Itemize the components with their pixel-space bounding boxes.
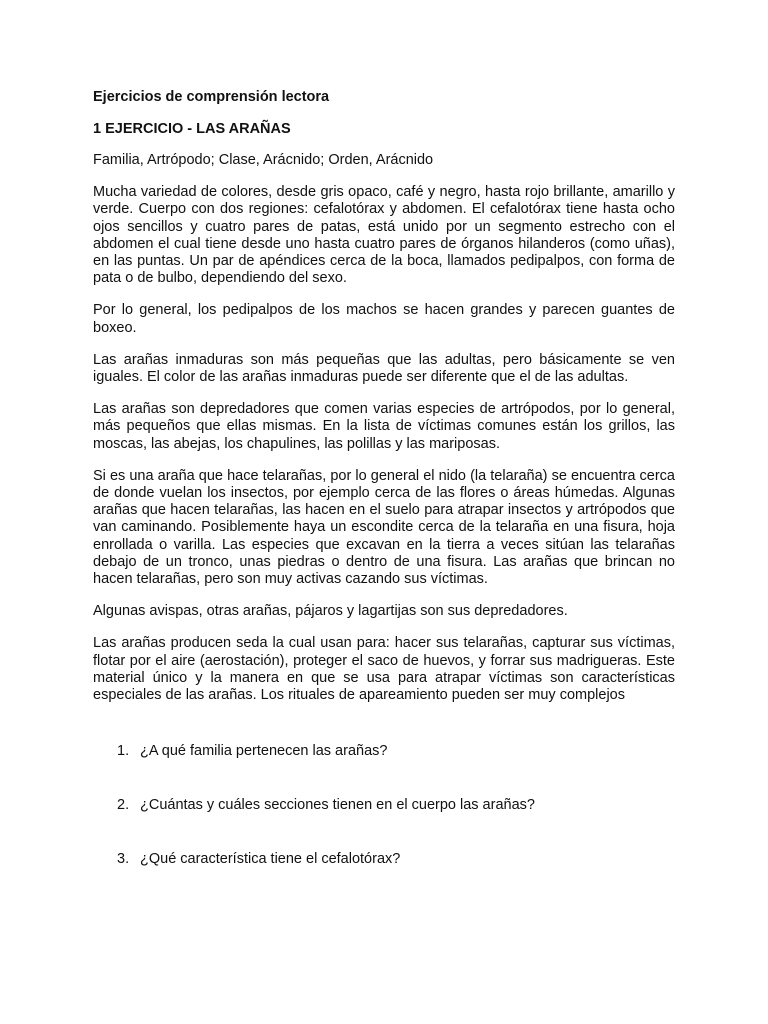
paragraph-predators-diet: Las arañas son depredadores que comen varias especies de artrópodos, por lo general, más pequeños que ellas mismas. En la lista de víctimas comunes están los grillos, las moscas, las abejas, los chapulines, las polillas y las mariposas.: [93, 401, 675, 452]
paragraph-pedipalps: Por lo general, los pedipalpos de los machos se hacen grandes y parecen guantes de boxeo.: [93, 302, 675, 336]
question-number: 2.: [117, 797, 130, 814]
list-item: [93, 742, 675, 760]
paragraph-webs: Si es una araña que hace telarañas, por lo general el nido (la telaraña) se encuentra cerca de donde vuelan los insectos, por ejemplo cerca de las flores o áreas húmedas. Algunas arañas que hacen telarañas, las hacen en el suelo para atrapar insectos y artrópodos que van caminando. Posiblemente haya un escondite cerca de la telaraña en una fisura, hoja enrollada o varilla. Las especies que excavan en la tierra a veces sitúan las telarañas debajo de un tronco, unas piedras o dentro de una fisura. Las arañas que brincan no hacen telarañas, pero son muy activas cazando sus víctimas.: [93, 467, 675, 588]
question-text: ¿Qué característica tiene el cefalotórax?: [140, 851, 401, 868]
question-number: 1.: [117, 743, 130, 760]
question-text: ¿Cuántas y cuáles secciones tienen en el cuerpo las arañas?: [140, 797, 535, 814]
paragraph-description: Mucha variedad de colores, desde gris opaco, café y negro, hasta rojo brillante, amarillo y verde. Cuerpo con dos regiones: cefalotórax y abdomen. El cefalotórax tiene hasta ocho ojos sencillos y cuatro pares de patas, está unido por un segmento estrecho con el abdomen el cual tiene desde uno hasta cuatro pares de órganos hilanderos (como uñas), en las puntas. Un par de apéndices cerca de la boca, llamados pedipalpos, con forma de pata o de bulbo, dependiendo del sexo.: [93, 184, 675, 287]
question-text: ¿A qué familia pertenecen las arañas?: [140, 743, 388, 760]
exercise-title: 1 EJERCICIO - LAS ARAÑAS: [93, 121, 291, 137]
questions-list: [93, 742, 675, 868]
paragraph-silk: Las arañas producen seda la cual usan para: hacer sus telarañas, capturar sus víctimas, flotar por el aire (aerostación), proteger el saco de huevos, y forrar sus madrigueras. Este material único y la manera en que se usa para atrapar víctimas son características especiales de las arañas. Los rituales de apareamiento pueden ser muy complejos: [93, 635, 675, 704]
classification-line: Familia, Artrópodo; Clase, Arácnido; Orden, Arácnido: [93, 152, 434, 168]
list-item: [93, 796, 675, 814]
document-heading: Ejercicios de comprensión lectora: [93, 89, 330, 105]
question-number: 3.: [117, 851, 130, 868]
list-item: [93, 850, 675, 868]
paragraph-immature: Las arañas inmaduras son más pequeñas que las adultas, pero básicamente se ven iguales. El color de las arañas inmaduras puede ser diferente que el de las adultas.: [93, 351, 675, 386]
paragraph-natural-predators: Algunas avispas, otras arañas, pájaros y lagartijas son sus depredadores.: [93, 603, 568, 620]
